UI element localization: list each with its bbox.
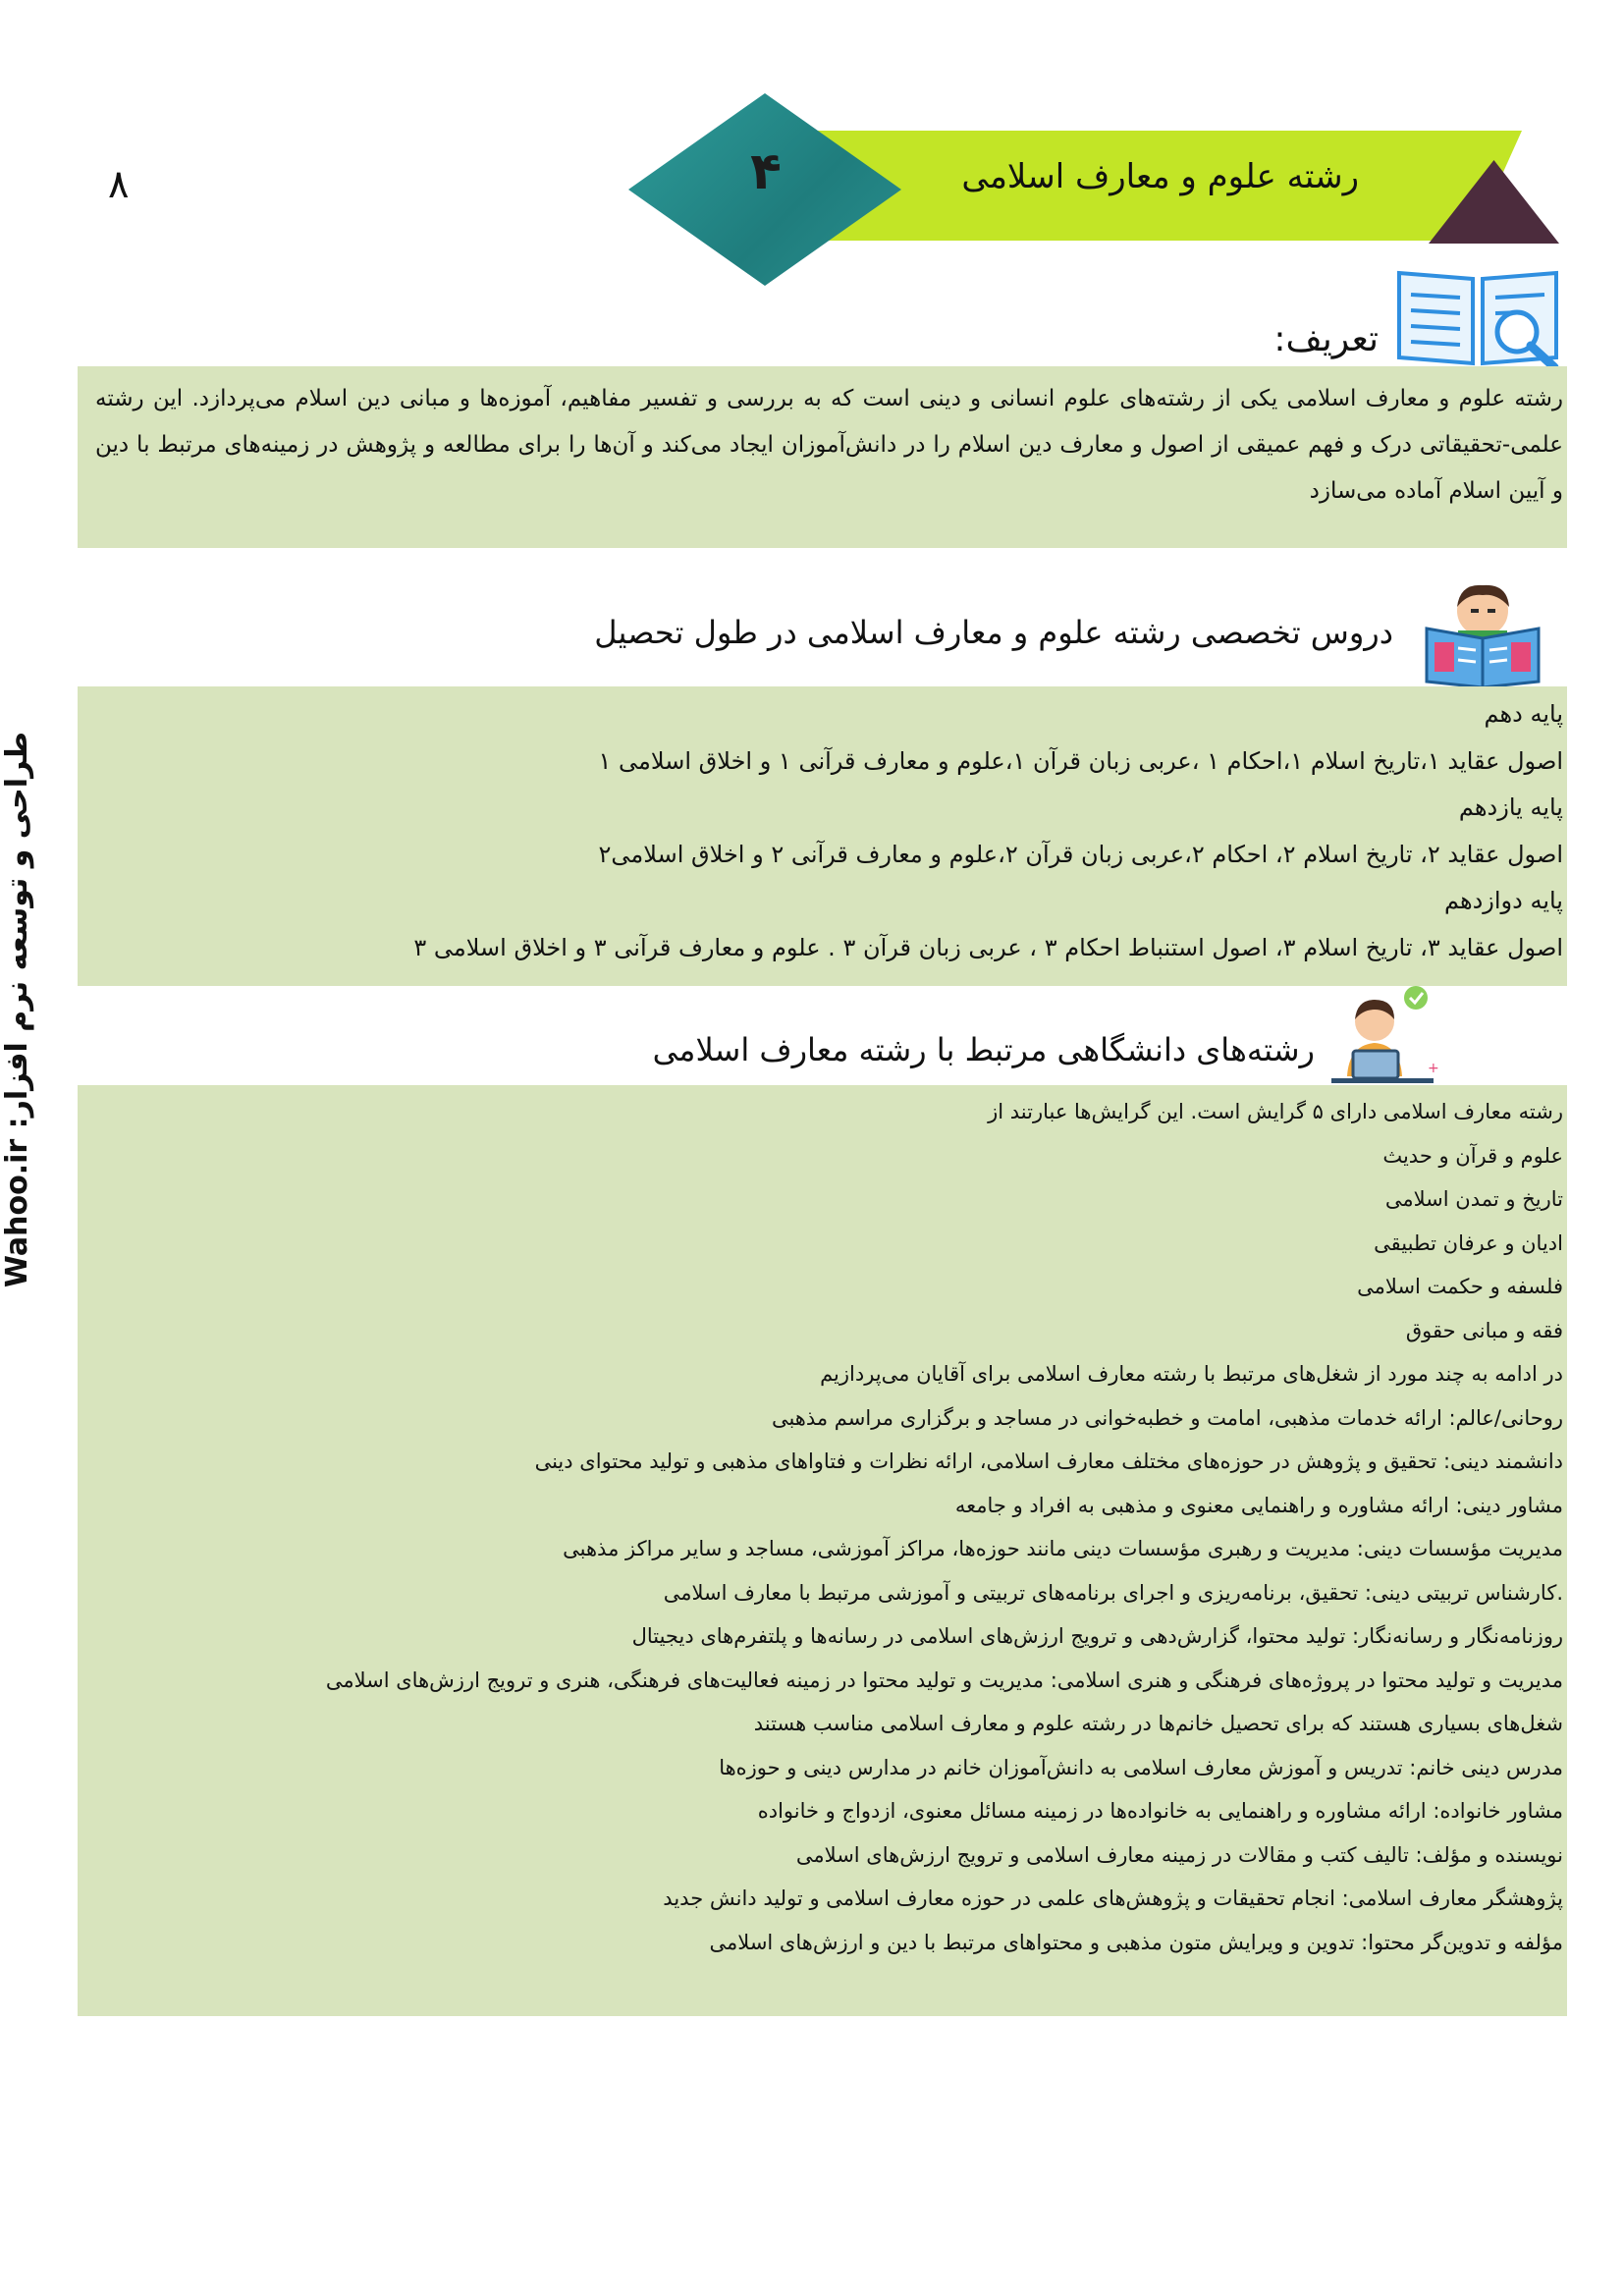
list-item: پایه دوازدهم (1443, 887, 1563, 914)
list-item: پایه یازدهم (1458, 793, 1563, 821)
page-title: رشته علوم و معارف اسلامی (961, 157, 1359, 196)
list-item: مشاور خانواده: ارائه مشاوره و راهنمایی به خانواده‌ها در زمینه مسائل معنوی، ازدواج و خانواده (757, 1799, 1563, 1823)
definition-text: رشته علوم و معارف اسلامی یکی از رشته‌های علوم انسانی و دینی است که به بررسی و تفسیر مفاهیم، آموزه‌ها و مبانی دین اسلام می‌پردازد. این رشته علمی-تحقیقاتی درک و فهم عمیقی از اصول و معارف دین اسلام را در دانش‌آموزان ایجاد می‌کند و آن‌ها را برای مطالعه و پژوهش در زمینه‌های مرتبط با دین و آیین اسلام آماده می‌سازد (95, 386, 1563, 504)
side-credit: طراحی و توسعه نرم افزار: Wahoo.ir (0, 732, 34, 1288)
list-item: مدیریت و تولید محتوا در پروژه‌های فرهنگی و هنری اسلامی: مدیریت و تولید محتوا در زمینه فعالیت‌های فرهنگی، هنری و ترویج ارزش‌های اسلامی (325, 1667, 1563, 1692)
list-item: فلسفه و حکمت اسلامی (1357, 1275, 1563, 1298)
list-item: فقه و مبانی حقوق (1405, 1318, 1563, 1342)
list-item: .کارشناس تربیتی دینی: تحقیق، برنامه‌ریزی و اجرای برنامه‌های تربیتی و آموزشی مرتبط با معارف اسلامی (663, 1580, 1563, 1605)
definition-heading: تعریف: (1273, 319, 1379, 359)
definition-box (78, 366, 1567, 548)
list-item: علوم و قرآن و حدیث (1382, 1143, 1563, 1168)
courses-list (78, 686, 1567, 971)
list-item: پایه دهم (1484, 700, 1563, 728)
list-item: اصول عقاید ۳، تاریخ اسلام ۳، اصول استنباط احکام ۳ ، عربی زبان قرآن ۳ . علوم و معارف قرآنی ۳ و اخلاق اسلامی ۳ (413, 933, 1563, 961)
list-item: رشته معارف اسلامی دارای ۵ گرایش است. این گرایش‌ها عبارتند از (988, 1100, 1563, 1123)
book-search-icon (1389, 265, 1566, 377)
list-item: ادیان و عرفان تطبیقی (1374, 1230, 1563, 1255)
list-item: دانشمند دینی: تحقیق و پژوهش در حوزه‌های مختلف معارف اسلامی، ارائه نظرات و فتاواهای مذهبی و تولید محتوای دینی (534, 1449, 1563, 1473)
list-item: پژوهشگر معارف اسلامی: انجام تحقیقات و پژوهش‌های علمی در حوزه معارف اسلامی و تولید دانش جدید (663, 1886, 1563, 1910)
list-item: شغل‌های بسیاری هستند که برای تحصیل خانم‌ها در رشته علوم و معارف اسلامی مناسب هستند (753, 1712, 1563, 1735)
list-item: اصول عقاید ۱،تاریخ اسلام ۱،احکام ۱ ،عربی زبان قرآن ۱،علوم و معارف قرآنی ۱ و اخلاق اسلامی ۱ (598, 746, 1563, 775)
chapter-number: ۴ (750, 142, 782, 201)
list-item: مؤلفه و تدوین‌گر محتوا: تدوین و ویرایش متون مذهبی و محتواهای مرتبط با دین و ارزش‌های اسلامی (709, 1930, 1563, 1954)
university-list (78, 1085, 1567, 1964)
student-laptop-icon (1326, 982, 1443, 1089)
list-item: مشاور دینی: ارائه مشاوره و راهنمایی معنوی و مذهبی به افراد و جامعه (954, 1493, 1563, 1517)
list-item: روحانی/عالم: ارائه خدمات مذهبی، امامت و خطبه‌خوانی در مساجد و برگزاری مراسم مذهبی (771, 1405, 1563, 1430)
list-item: در ادامه به چند مورد از شغل‌های مرتبط با رشته معارف اسلامی برای آقایان می‌پردازیم (820, 1362, 1563, 1386)
list-item: مدیریت مؤسسات دینی: مدیریت و رهبری مؤسسات دینی مانند حوزه‌ها، مراکز آموزشی، مساجد و سایر مراکز مذهبی (563, 1537, 1563, 1560)
courses-heading: دروس تخصصی رشته علوم و معارف اسلامی در طول تحصیل (594, 614, 1393, 651)
university-heading: رشته‌های دانشگاهی مرتبط با رشته معارف اسلامی (652, 1031, 1315, 1068)
list-item: نویسنده و مؤلف: تالیف کتب و مقالات در زمینه معارف اسلامی و ترویج ارزش‌های اسلامی (795, 1842, 1563, 1867)
list-item: تاریخ و تمدن اسلامی (1384, 1187, 1563, 1211)
courses-box (78, 686, 1567, 986)
list-item: مدرس دینی خانم: تدریس و آموزش معارف اسلامی به دانش‌آموزان خانم در مدارس دینی و حوزه‌ها (719, 1755, 1563, 1779)
svg-text:+: + (1428, 1061, 1439, 1076)
page-number: ۸ (108, 162, 130, 207)
student-reading-icon (1419, 579, 1546, 691)
list-item: اصول عقاید ۲، تاریخ اسلام ۲، احکام ۲،عربی زبان قرآن ۲،علوم و معارف قرآنی ۲ و اخلاق اسلامی۲ (598, 840, 1563, 868)
list-item: روزنامه‌نگار و رسانه‌نگار: تولید محتوا، گزارش‌دهی و ترویج ارزش‌های اسلامی در رسانه‌ها و پلتفرم‌های دیجیتال (631, 1624, 1563, 1648)
university-box (78, 1085, 1567, 2016)
